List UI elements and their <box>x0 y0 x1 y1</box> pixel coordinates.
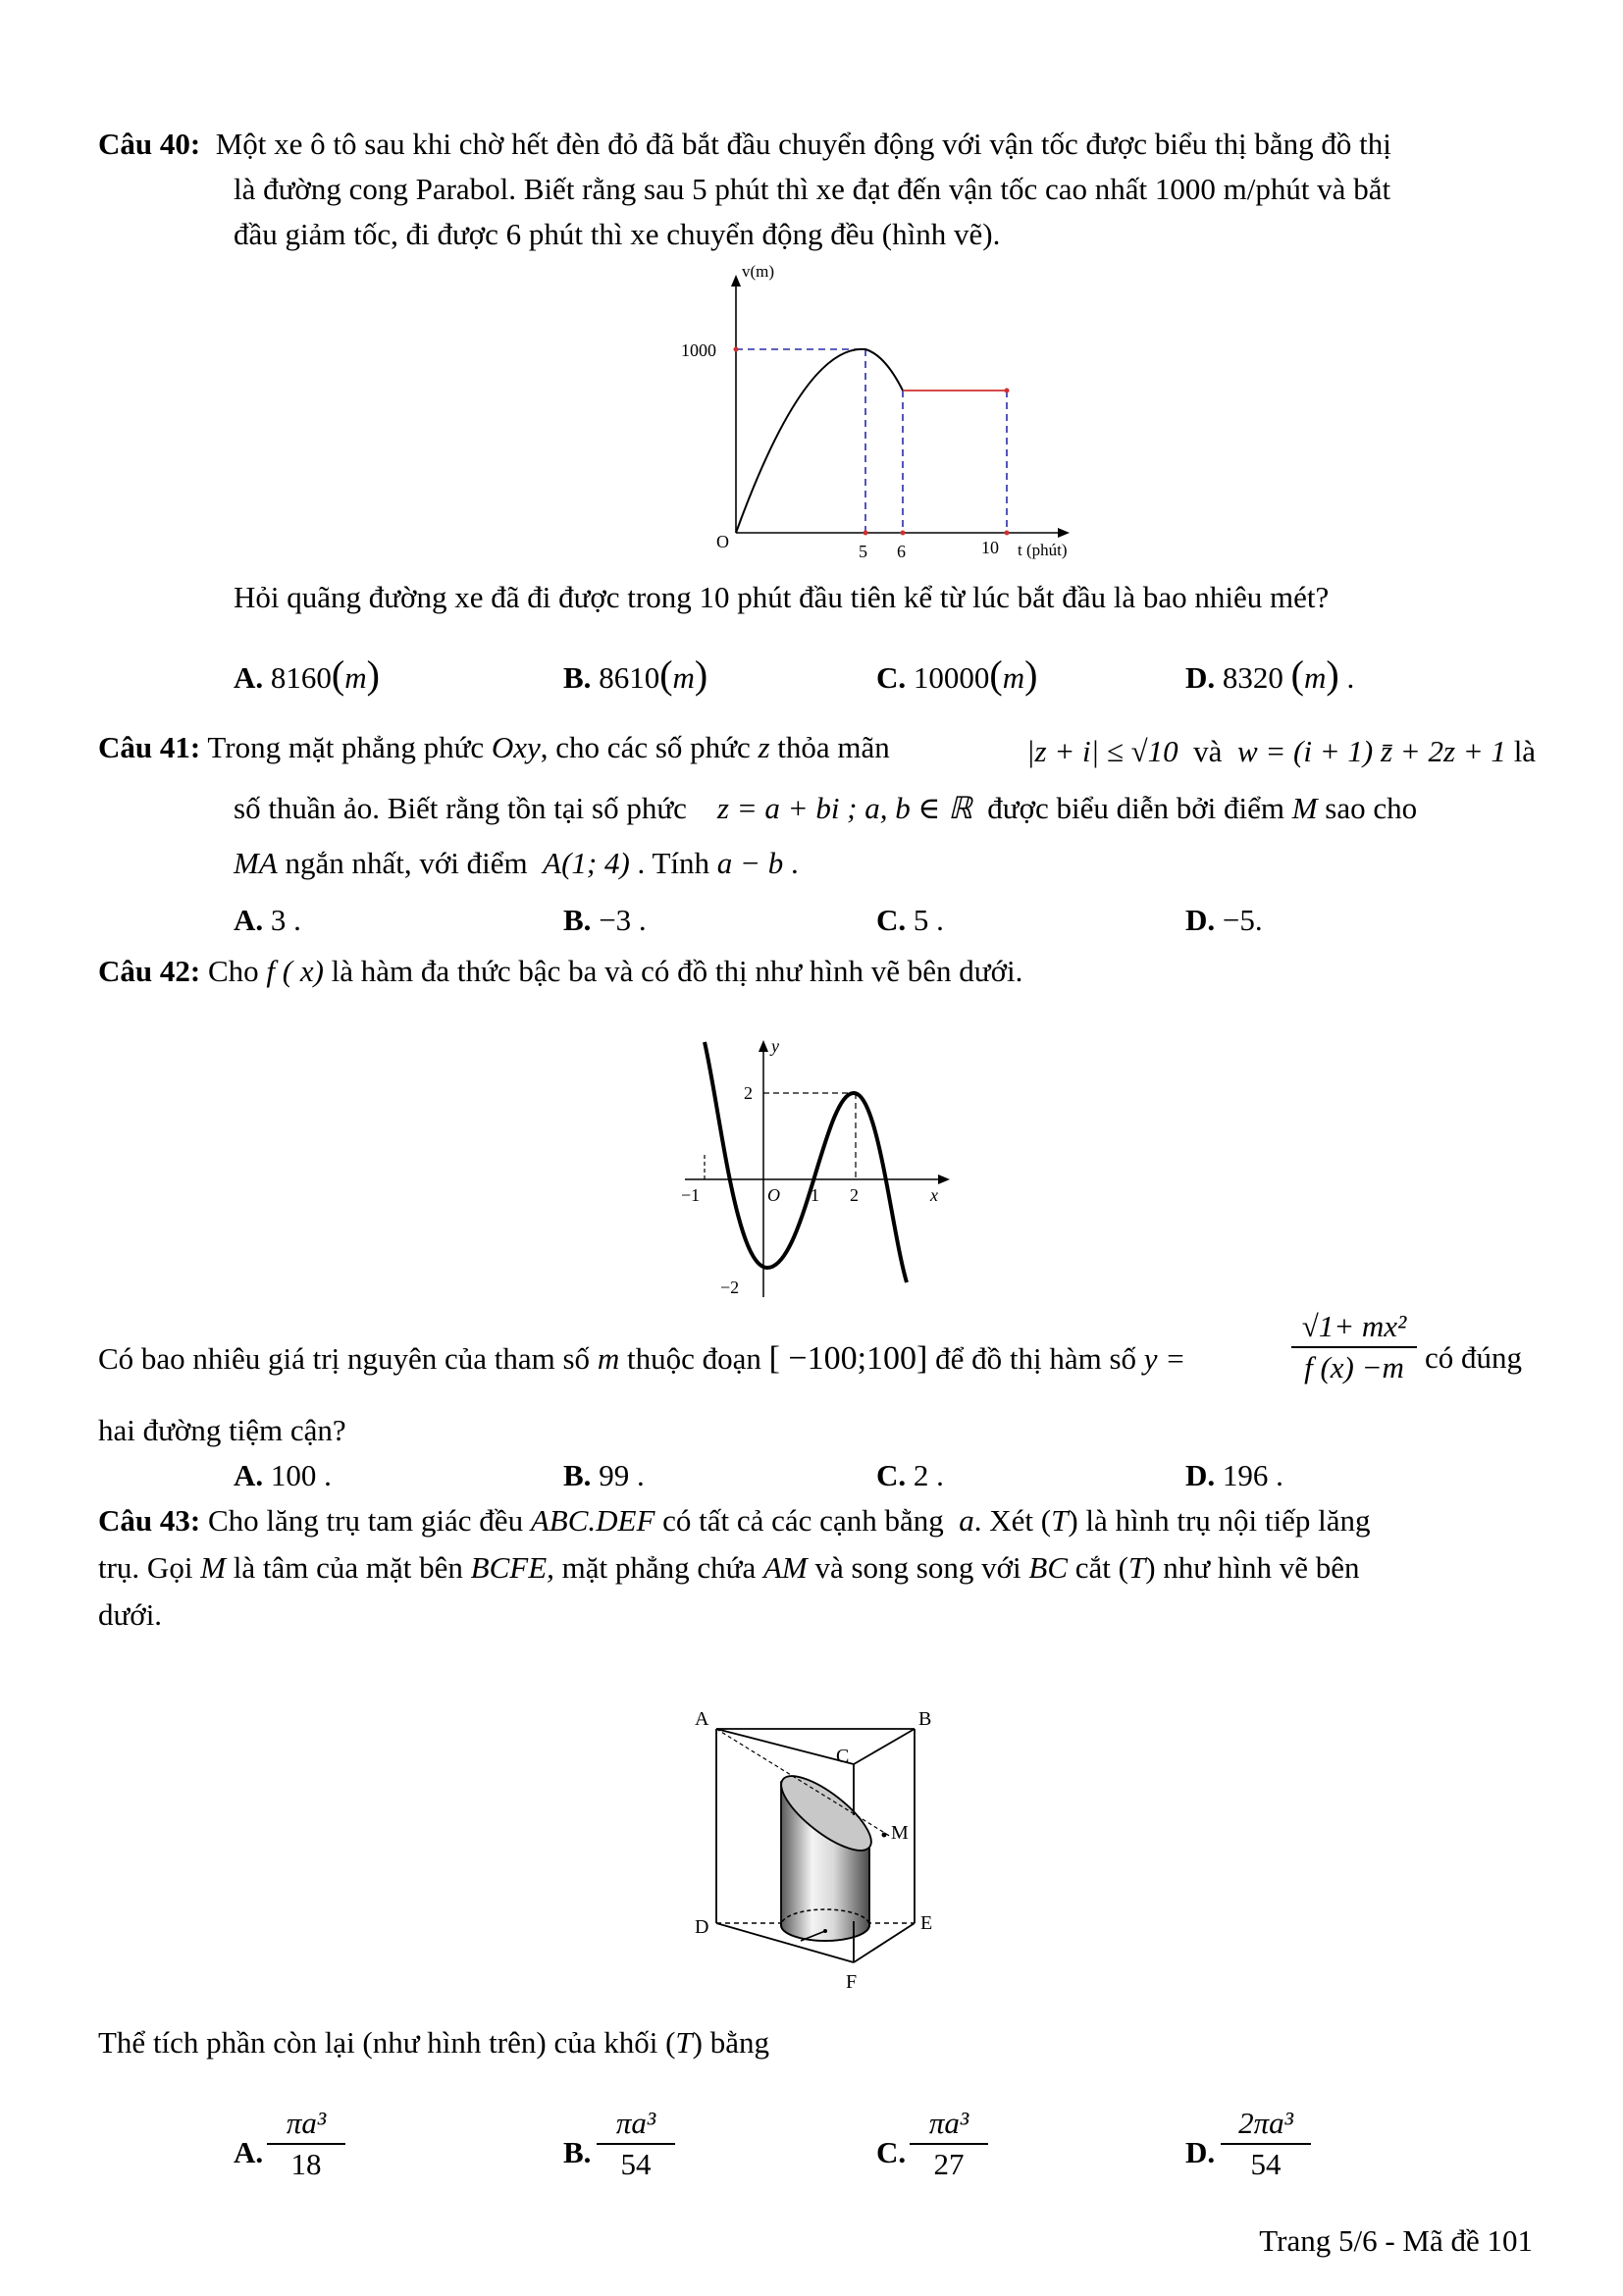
q42-line3: hai đường tiệm cận? <box>98 1413 346 1447</box>
q41-line1: Câu 41: Trong mặt phẳng phức Oxy, cho các số phức z thỏa mãn <box>98 730 890 764</box>
q43-label-E: E <box>920 1912 933 1934</box>
q40-question: Hỏi quãng đường xe đã đi được trong 10 phút đầu tiên kể từ lúc bắt đầu là bao nhiêu mét? <box>234 580 1330 614</box>
q43-label-B: B <box>918 1708 932 1730</box>
q42-graph-tick-x2: 2 <box>850 1185 859 1205</box>
q40-option-c[interactable]: C. 10000(m) <box>876 652 1038 697</box>
q42-graph-tick-x1: 1 <box>811 1185 819 1205</box>
q42-graph-origin: O <box>767 1185 780 1205</box>
q40-text <box>98 122 1533 167</box>
q40-graph-xtick-5: 5 <box>859 542 867 561</box>
q43-label-D: D <box>695 1916 709 1938</box>
q40-graph-xtick-10: 10 <box>981 538 999 557</box>
q42-graph-tick-y2: 2 <box>744 1083 753 1103</box>
q42-label: Câu 42: <box>98 954 201 988</box>
q40-line1: Một xe ô tô sau khi chờ hết đèn đỏ đã bắt đầu chuyển động với vận tốc được biểu thị bằng đồ thị <box>215 127 1391 161</box>
q41-option-a[interactable]: A. 3 . <box>234 903 301 937</box>
q42-graph-tick-ym2: −2 <box>720 1278 740 1297</box>
q43-label: Câu 43: <box>98 1503 201 1538</box>
q42-line2: Có bao nhiêu giá trị nguyên của tham số m thuộc đoạn [ −100;100] để đồ thị hàm số y = <box>98 1340 1186 1377</box>
q40-graph-xtick-6: 6 <box>897 542 906 561</box>
q43-label-F: F <box>846 1971 858 1993</box>
q40-graph-ylabel: v(m) <box>742 263 775 281</box>
q42-graph-tick-xm1: −1 <box>681 1185 701 1205</box>
q42-text6: có đúng <box>1425 1340 1523 1375</box>
q43-prism-figure <box>683 1668 958 2021</box>
q43-label-C: C <box>836 1746 850 1767</box>
q42-fraction: √1+ mx² f (x) −m <box>1291 1309 1417 1385</box>
q40-velocity-graph <box>667 263 1099 567</box>
q43-label-A: A <box>695 1708 709 1730</box>
q43-line3: dưới. <box>98 1597 163 1632</box>
q40-graph-xlabel: t (phút) <box>1018 541 1068 559</box>
q42-cubic-graph <box>677 1032 962 1307</box>
q42-graph-ylabel: y <box>771 1036 779 1056</box>
q40-option-b[interactable]: B. 8610(m) <box>563 652 708 697</box>
q42-option-c[interactable]: C. 2 . <box>876 1458 944 1492</box>
q41-line2: số thuần ảo. Biết rằng tồn tại số phức z = a + bi ; a, b ∈ ℝ được biểu diễn bởi điểm M sao cho <box>234 791 1418 825</box>
q40-line2: là đường cong Parabol. Biết rằng sau 5 phút thì xe đạt đến vận tốc cao nhất 1000 m/phút và bắt <box>234 172 1391 206</box>
q40-label: Câu 40: <box>98 127 201 161</box>
q41-label: Câu 41: <box>98 730 201 764</box>
q41-option-d[interactable]: D. −5. <box>1185 903 1263 937</box>
page-footer: Trang 5/6 - Mã đề 101 <box>1259 2223 1533 2258</box>
q42-option-a[interactable]: A. 100 . <box>234 1458 332 1492</box>
q40-graph-origin: O <box>716 532 729 551</box>
q43-line2: trụ. Gọi M là tâm của mặt bên BCFE, mặt phẳng chứa AM và song song với BC cắt (T) như hình vẽ bên <box>98 1550 1360 1585</box>
q42-option-b[interactable]: B. 99 . <box>563 1458 645 1492</box>
q42-line1: Câu 42: Cho f ( x) là hàm đa thức bậc ba và có đồ thị như hình vẽ bên dưới. <box>98 954 1023 988</box>
q40-option-a[interactable]: A. 8160(m) <box>234 652 380 697</box>
q40-option-d[interactable]: D. 8320 (m) . <box>1185 652 1355 697</box>
q43-line1: Câu 43: Cho lăng trụ tam giác đều ABC.DEF có tất cả các cạnh bằng a. Xét (T) là hình trụ nội tiếp lăng <box>98 1503 1371 1538</box>
q41-line3: MA ngắn nhất, với điểm A(1; 4) . Tính a − b . <box>234 846 799 880</box>
q40-line3: đầu giảm tốc, đi được 6 phút thì xe chuyển động đều (hình vẽ). <box>234 217 1001 251</box>
q42-graph-xlabel: x <box>930 1185 938 1205</box>
q42-option-d[interactable]: D. 196 . <box>1185 1458 1283 1492</box>
q41-option-b[interactable]: B. −3 . <box>563 903 647 937</box>
q41-condition: |z + i| ≤ √10 và w = (i + 1) z̄ + 2z + 1 là <box>1026 734 1537 768</box>
q43-label-M: M <box>891 1822 909 1844</box>
q40-graph-ytick: 1000 <box>681 340 716 360</box>
q43-volume-question: Thể tích phần còn lại (như hình trên) của khối (T) bằng <box>98 2025 769 2060</box>
q41-option-c[interactable]: C. 5 . <box>876 903 944 937</box>
